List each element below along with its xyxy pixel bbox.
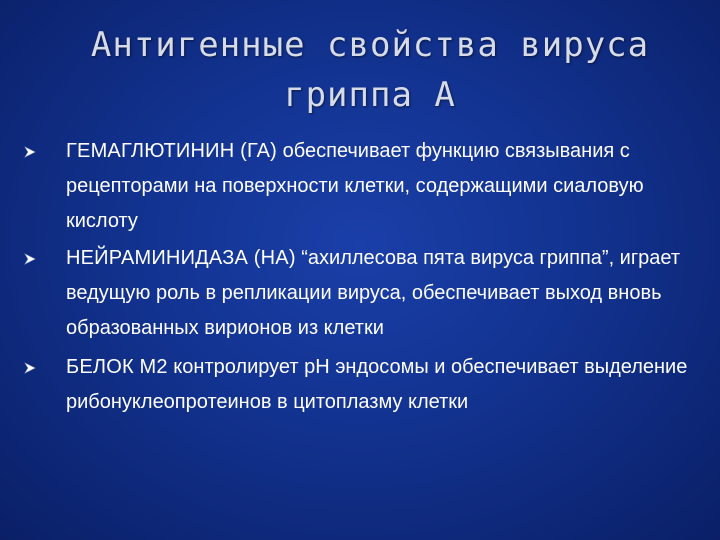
- bullet-m2-protein: [24, 350, 704, 420]
- bullet-text: контролирует рН эндосомы и обеспечивает выделение рибонуклеопротеинов в цитоплазму клетки: [66, 356, 688, 413]
- bullet-neuraminidase: [24, 241, 704, 346]
- bullet-term: БЕЛОК М2: [66, 356, 168, 378]
- bullet-list: [24, 134, 704, 420]
- arrowhead-bullet-icon: [24, 362, 36, 374]
- title-line-2: гриппа А: [284, 75, 456, 115]
- slide-title: [40, 20, 700, 120]
- bullet-term: ГЕМАГЛЮТИНИН (ГА): [66, 140, 278, 162]
- bullet-text: “ахиллесова пята вируса гриппа”, играет ведущую роль в репликации вируса, обеспечивает выход вновь образованных вирионов из клетки: [66, 247, 681, 339]
- arrowhead-bullet-icon: [24, 146, 36, 158]
- bullet-term: НЕЙРАМИНИДАЗА (НА): [66, 247, 296, 269]
- bullet-text: обеспечивает функцию связывания с рецепторами на поверхности клетки, содержащими сиаловую кислоту: [66, 140, 644, 232]
- arrowhead-bullet-icon: [24, 253, 36, 265]
- bullet-hemagglutinin: [24, 134, 704, 239]
- title-line-1: Антигенные свойства вируса: [90, 25, 650, 65]
